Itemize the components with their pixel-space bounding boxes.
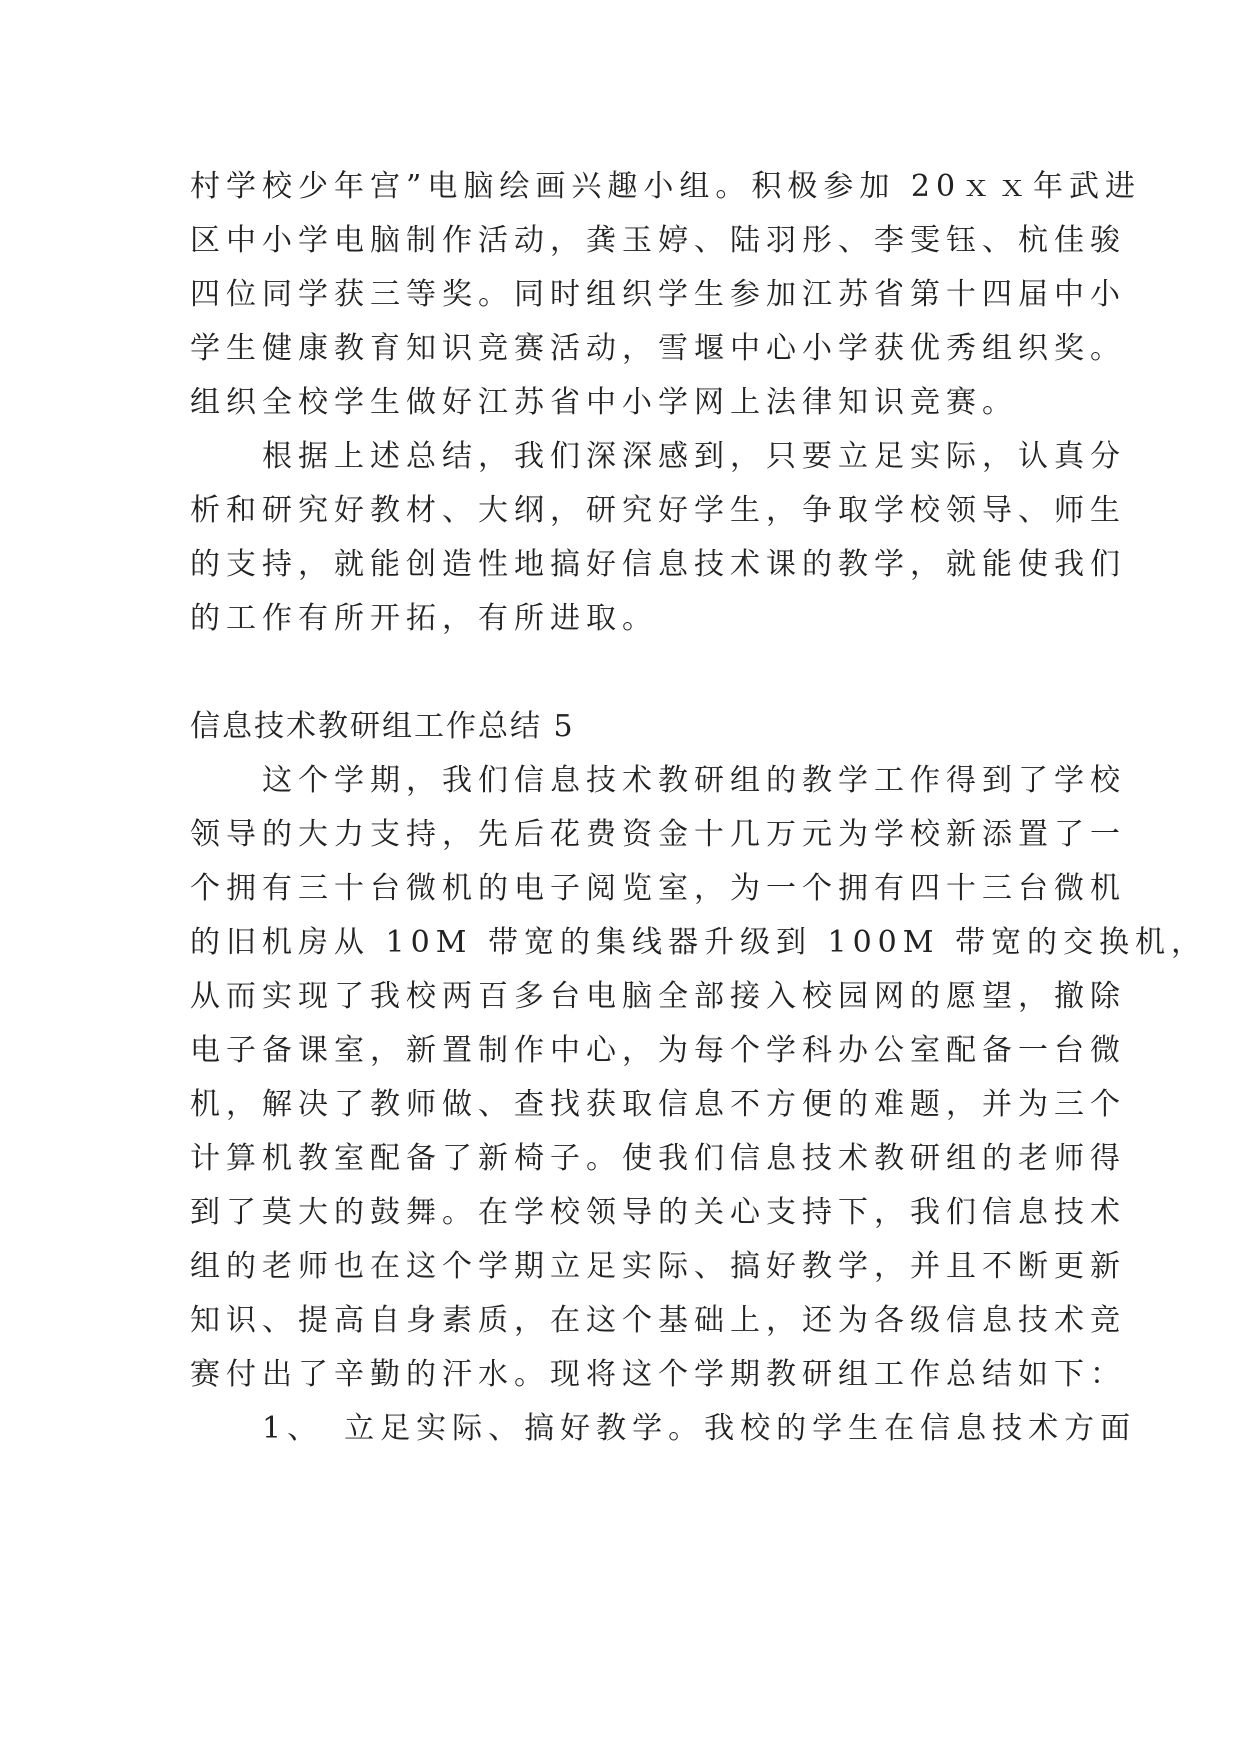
text-line: 学生健康教育知识竞赛活动，雪堰中心小学获优秀组织奖。 xyxy=(190,331,1126,366)
text-line: 组织全校学生做好江苏省中小学网上法律知识竞赛。 xyxy=(190,385,1018,420)
text-line: 析和研究好教材、大纲，研究好学生，争取学校领导、师生 xyxy=(190,493,1126,528)
text-line: 1、 立足实际、搞好教学。我校的学生在信息技术方面 xyxy=(190,1411,1137,1446)
text-line: 计算机教室配备了新椅子。使我们信息技术教研组的老师得 xyxy=(190,1141,1126,1176)
text-line: 到了莫大的鼓舞。在学校领导的关心支持下，我们信息技术 xyxy=(190,1195,1126,1230)
document-body xyxy=(190,160,1208,1456)
text-line: 四位同学获三等奖。同时组织学生参加江苏省第十四届中小 xyxy=(190,277,1126,312)
paragraph-2 xyxy=(190,430,1126,646)
text-line: 赛付出了辛勤的汗水。现将这个学期教研组工作总结如下： xyxy=(190,1357,1126,1392)
paragraph-3 xyxy=(190,754,1208,1402)
blank-line xyxy=(190,646,1070,700)
paragraph-4 xyxy=(190,1402,1137,1456)
text-line: 这个学期，我们信息技术教研组的教学工作得到了学校 xyxy=(190,763,1126,798)
paragraph-1 xyxy=(190,160,1142,430)
section-title: 信息技术教研组工作总结 5 xyxy=(190,709,575,744)
text-line: 知识、提高自身素质，在这个基础上，还为各级信息技术竞 xyxy=(190,1303,1126,1338)
text-line: 组的老师也在这个学期立足实际、搞好教学，并且不断更新 xyxy=(190,1249,1126,1284)
text-line: 村学校少年宫”电脑绘画兴趣小组。积极参加 20ｘｘ年武进 xyxy=(190,169,1142,204)
text-line: 的旧机房从 10M 带宽的集线器升级到 100M 带宽的交换机， xyxy=(190,925,1208,960)
text-line: 的工作有所开拓，有所进取。 xyxy=(190,601,658,636)
text-line: 根据上述总结，我们深深感到，只要立足实际，认真分 xyxy=(190,439,1126,474)
text-line: 领导的大力支持，先后花费资金十几万元为学校新添置了一 xyxy=(190,817,1126,852)
text-line: 电子备课室，新置制作中心，为每个学科办公室配备一台微 xyxy=(190,1033,1126,1068)
text-line: 区中小学电脑制作活动，龚玉婷、陆羽彤、李雯钰、杭佳骏 xyxy=(190,223,1126,258)
text-line: 从而实现了我校两百多台电脑全部接入校园网的愿望，撤除 xyxy=(190,979,1126,1014)
text-line: 的支持，就能创造性地搞好信息技术课的教学，就能使我们 xyxy=(190,547,1126,582)
text-line: 机，解决了教师做、查找获取信息不方便的难题，并为三个 xyxy=(190,1087,1126,1122)
text-line: 个拥有三十台微机的电子阅览室，为一个拥有四十三台微机 xyxy=(190,871,1126,906)
